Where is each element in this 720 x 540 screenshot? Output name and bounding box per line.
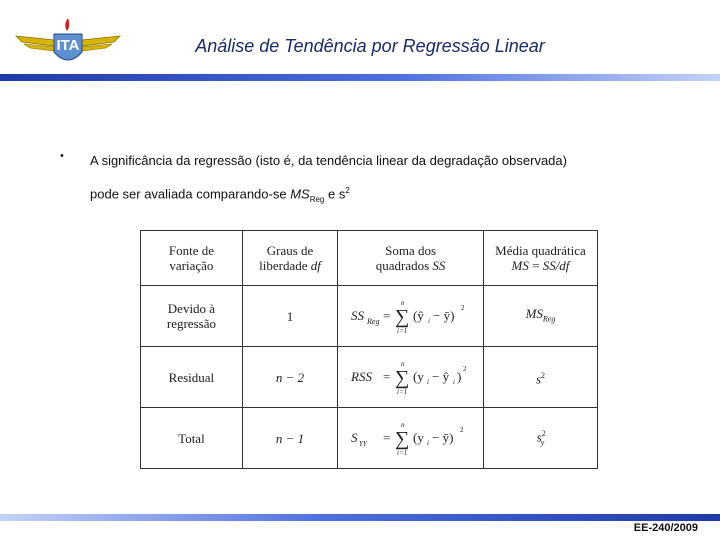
svg-text:(ŷ: (ŷ	[412, 308, 424, 323]
row-residual-ms: $s^2$	[483, 347, 597, 408]
body-line-2	[90, 176, 690, 215]
svg-text:=: =	[382, 430, 390, 445]
footer-divider	[0, 514, 720, 521]
course-code: EE-240/2009	[633, 522, 698, 534]
ita-logo	[14, 14, 122, 70]
svg-text:− ȳ): − ȳ)	[431, 430, 453, 445]
page-title: Análise de Tendência por Regressão Linear	[195, 36, 545, 56]
table-header-row	[141, 231, 598, 286]
svg-text:n: n	[400, 360, 405, 368]
header-source: Fonte de variação	[141, 231, 243, 286]
row-total-ms: $s^2_y$	[483, 408, 597, 469]
svg-text:i: i	[452, 378, 455, 386]
row-residual-source: Residual	[141, 347, 243, 408]
bullet-marker: •	[60, 150, 64, 162]
syy-formula	[349, 418, 473, 458]
row-residual-df: n − 2	[242, 347, 337, 408]
svg-text:2: 2	[462, 365, 467, 373]
row-regression-source: Devido à regressão	[141, 286, 243, 347]
ms-reg-subscript: Reg	[309, 194, 325, 204]
svg-text:Reg: Reg	[366, 317, 379, 326]
svg-text:2: 2	[460, 304, 465, 312]
svg-text:YY: YY	[358, 440, 367, 448]
header-ms: Média quadrática MS = SS/df	[483, 231, 597, 286]
row-total-formula	[338, 408, 484, 469]
table-row	[141, 408, 598, 469]
row-regression-formula	[338, 286, 484, 347]
svg-text:=: =	[382, 369, 390, 384]
header-divider	[0, 74, 720, 81]
header-df: Graus de liberdade df	[242, 231, 337, 286]
svg-text:n: n	[400, 299, 405, 307]
svg-text:i: i	[426, 439, 429, 447]
svg-text:2: 2	[459, 426, 464, 434]
svg-text:i: i	[426, 378, 429, 386]
row-total-source: Total	[141, 408, 243, 469]
anova-table	[140, 230, 598, 457]
body-line-1: A significância da regressão (isto é, da tendência linear da degradação observada)	[90, 153, 567, 168]
svg-text:i=1: i=1	[396, 388, 407, 396]
svg-text:− ŷ: − ŷ	[431, 369, 449, 384]
svg-text:RSS: RSS	[350, 369, 372, 384]
ss-reg-formula	[349, 296, 473, 336]
rss-formula	[349, 357, 473, 397]
svg-text:∑: ∑	[394, 428, 409, 450]
row-regression-ms: $MS_{Reg}$	[483, 286, 597, 347]
table-row	[141, 347, 598, 408]
svg-text:(y: (y	[412, 369, 424, 384]
s-exponent: 2	[345, 186, 350, 195]
header-ss: Soma dos quadrados SS	[338, 231, 484, 286]
row-residual-formula	[338, 347, 484, 408]
ms-symbol: MS	[290, 186, 310, 202]
row-regression-df: 1	[242, 286, 337, 347]
svg-text:=: =	[382, 308, 390, 323]
row-total-df: n − 1	[242, 408, 337, 469]
s-symbol: s	[338, 186, 346, 202]
logo-text: ITA	[56, 37, 80, 54]
svg-text:n: n	[400, 421, 405, 429]
svg-text:∑: ∑	[394, 306, 409, 328]
body-line-2-prefix: pode ser avaliada comparando-se	[90, 186, 291, 202]
svg-text:i: i	[427, 317, 430, 325]
svg-text:i=1: i=1	[396, 327, 407, 335]
svg-text:∑: ∑	[394, 367, 409, 389]
svg-text:− ȳ): − ȳ)	[432, 308, 454, 323]
svg-text:SS: SS	[350, 308, 364, 323]
table-row	[141, 286, 598, 347]
svg-text:i=1: i=1	[396, 449, 407, 457]
svg-text:(y: (y	[412, 430, 424, 445]
svg-text:S: S	[350, 430, 358, 445]
body-text	[90, 146, 690, 215]
and-word: e	[324, 186, 339, 202]
svg-text:): )	[456, 369, 461, 384]
